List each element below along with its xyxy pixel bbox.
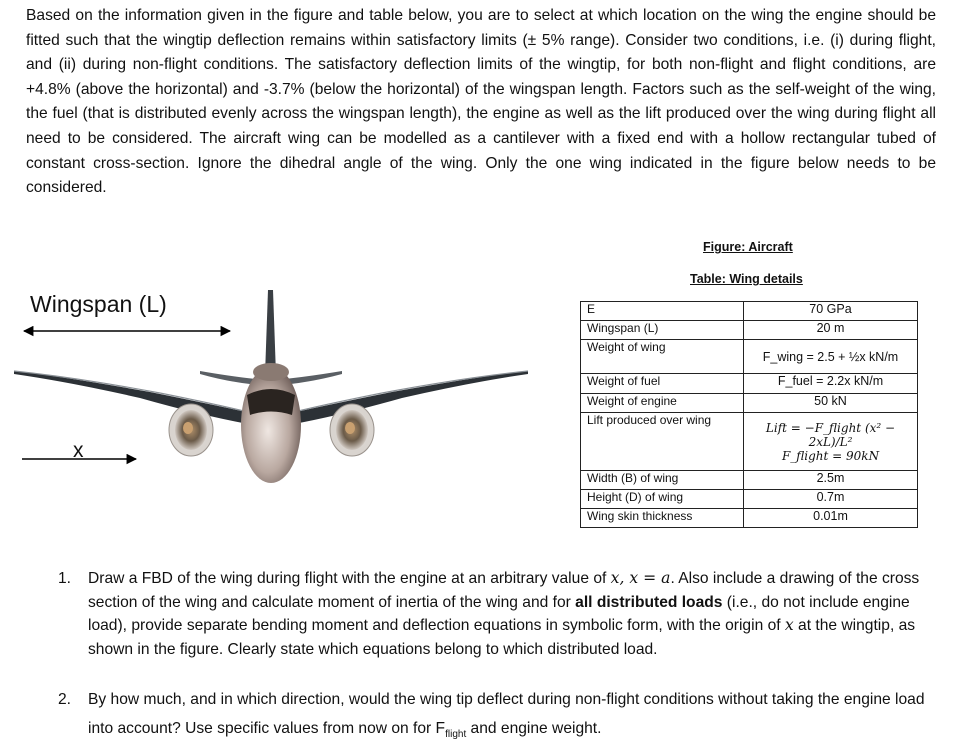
question-text: . Also include a drawing of the cross section of the wing and calculate moment of inertia of the wing and for: [88, 570, 920, 611]
row-label: Width (B) of wing: [581, 471, 744, 490]
emphasis-text: all distributed loads: [575, 593, 723, 611]
question-number: 2.: [58, 691, 72, 708]
row-label: Weight of wing: [581, 340, 744, 374]
row-value: 70 GPa: [744, 302, 918, 321]
figure-caption: Figure: Aircraft: [703, 240, 793, 254]
question-text: and engine weight.: [466, 720, 602, 737]
row-value: 2.5m: [744, 471, 918, 490]
row-label: Wingspan (L): [581, 321, 744, 340]
row-label: E: [581, 302, 744, 321]
table-row: [581, 490, 918, 509]
left-engine: [169, 404, 213, 456]
wing-details-table: [580, 301, 918, 528]
table-row: [581, 413, 918, 471]
right-wing: [294, 371, 528, 424]
left-wing: [14, 371, 248, 424]
question-number: 1.: [58, 570, 72, 587]
vertical-tail: [265, 290, 276, 375]
question-text: at the wingtip, as shown in the figure. Clearly state which equations belong to which distributed load.: [88, 617, 916, 658]
table-row: [581, 471, 918, 490]
table-row: [581, 374, 918, 394]
question-text: Draw a FBD of the wing during flight with the engine at an arbitrary value of: [88, 570, 611, 587]
math-inline: x: [784, 616, 794, 634]
row-label: Weight of fuel: [581, 374, 744, 394]
table-row: [581, 509, 918, 528]
row-value: 50 kN: [744, 394, 918, 413]
x-axis-label: x: [73, 439, 84, 462]
table-row: [581, 321, 918, 340]
wingspan-label: Wingspan (L): [30, 291, 167, 317]
row-value: F_fuel = 2.2x kN/m: [744, 374, 918, 394]
row-label: Lift produced over wing: [581, 413, 744, 471]
table-caption: Table: Wing details: [690, 272, 803, 286]
row-value: 0.01m: [744, 509, 918, 528]
row-value: 0.7m: [744, 490, 918, 509]
problem-statement: Based on the information given in the figure and table below, you are to select at which location on the wing the engine should be fitted such that the wingtip deflection remains within satisfactory limits (± 5% range). Consider two conditions, i.e. (i) during flight, and (ii) during non-flight conditions. The satisfactory deflection limits of the wingtip, for both non-flight and flight conditions, are +4.8% (above the horizontal) and -3.7% (below the horizontal) of the wingspan length. Factors such as the self-weight of the wing, the fuel (that is distributed evenly across the wingspan length), the engine as well as the lift produced over the wing during flight all need to be considered. The aircraft wing can be modelled as a cantilever with a fixed end with a hollow rectangular tubed of constant cross-section. Ignore the dihedral angle of the wing. Only the one wing indicated in the figure below needs to be considered.: [26, 7, 936, 197]
flight-force-value: F_flight = 90kN: [781, 448, 880, 463]
row-label: Wing skin thickness: [581, 509, 744, 528]
table-row: [581, 394, 918, 413]
subscript-text: flight: [445, 729, 467, 741]
lift-equation: Lift = −F_flight (x² − 2xL)/L²: [765, 420, 896, 449]
row-value: F_wing = 2.5 + ½x kN/m: [744, 340, 918, 374]
right-engine: [330, 404, 374, 456]
math-inline: x, x = a: [610, 569, 671, 587]
question-1: [58, 567, 940, 661]
row-label: Weight of engine: [581, 394, 744, 413]
question-text: By how much, and in which direction, would the wing tip deflect during non-flight conditions without taking the engine load into account? Use specific values from now on for F: [88, 691, 925, 737]
table-row: [581, 340, 918, 374]
table-row: [581, 302, 918, 321]
question-text: (i.e., do not include engine load), provide separate bending moment and deflection equations in symbolic form, with the origin of: [88, 593, 910, 634]
row-label: Height (D) of wing: [581, 490, 744, 509]
row-value: 20 m: [744, 321, 918, 340]
question-2: [58, 685, 940, 749]
